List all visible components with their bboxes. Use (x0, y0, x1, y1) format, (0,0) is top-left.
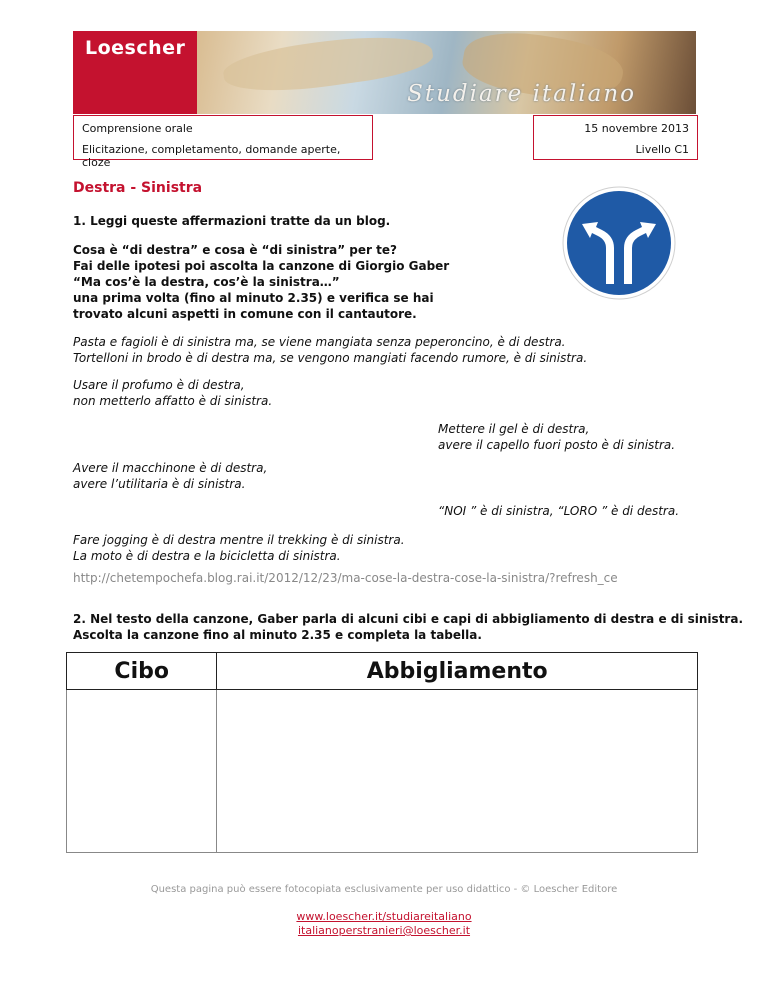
page-title: Destra - Sinistra (73, 180, 203, 196)
cibo-answer-cell[interactable] (67, 690, 217, 853)
quote-line: Avere il macchinone è di destra, (73, 461, 268, 475)
quote-line: Usare il profumo è di destra, (73, 378, 245, 392)
quote-line: Mettere il gel è di destra, (438, 422, 590, 436)
question-2-line: Ascolta la canzone fino al minuto 2.35 e completa la tabella. (73, 628, 482, 642)
source-url: http://chetempochefa.blog.rai.it/2012/12/23/ma-cose-la-destra-cose-la-sinistra/?refresh_ce (73, 571, 618, 585)
activity-type: Comprensione orale (82, 122, 193, 135)
question-1-line: Cosa è “di destra” e cosa è “di sinistra” per te? (73, 243, 397, 257)
abbigliamento-answer-cell[interactable] (217, 690, 698, 853)
answer-table (66, 652, 698, 853)
question-1-line: Fai delle ipotesi poi ascolta la canzone di Giorgio Gaber (73, 259, 450, 273)
quote-line: Pasta e fagioli è di sinistra ma, se viene mangiata senza peperoncino, è di destra. (73, 335, 566, 349)
activity-info-box (73, 115, 373, 169)
column-header-abbigliamento: Abbigliamento (217, 653, 698, 690)
quote-line: Fare jogging è di destra mentre il trekking è di sinistra. (73, 533, 405, 547)
footer-note: Questa pagina può essere fotocopiata esclusivamente per uso didattico - © Loescher Editore (150, 884, 618, 895)
question-1-line: una prima volta (fino al minuto 2.35) e verifica se hai (73, 291, 434, 305)
question-1-heading: 1. Leggi queste affermazioni tratte da un blog. (73, 214, 391, 228)
quote-line: La moto è di destra e la bicicletta di sinistra. (73, 549, 341, 563)
publisher-logo (73, 31, 197, 114)
quote-line: non metterlo affatto è di sinistra. (73, 394, 273, 408)
activity-methods: Elicitazione, completamento, domande aperte, cloze (82, 143, 341, 169)
header-banner (73, 31, 696, 114)
footer-link-website[interactable]: www.loescher.it/studiareitaliano (296, 910, 472, 923)
column-header-cibo: Cibo (67, 653, 217, 690)
logo-text: Loescher (85, 37, 186, 59)
quote-line: “NOI ” è di sinistra, “LORO ” è di destra. (438, 504, 680, 518)
banner-tagline: Studiare italiano (407, 81, 636, 107)
question-2-line: 2. Nel testo della canzone, Gaber parla di alcuni cibi e capi di abbigliamento di destra e di sinistra. (73, 612, 744, 626)
question-1-line: “Ma cos’è la destra, cos’è la sinistra…” (73, 275, 340, 289)
map-decoration (221, 31, 435, 100)
footer-link-email[interactable]: italianoperstranieri@loescher.it (297, 924, 471, 937)
road-sign-left-right-arrows-icon (562, 186, 676, 300)
date-level-box (533, 115, 698, 160)
quote-line: Tortelloni in brodo è di destra ma, se vengono mangiati facendo rumore, è di sinistra. (73, 351, 588, 365)
date: 15 novembre 2013 (584, 122, 689, 135)
quote-line: avere il capello fuori posto è di sinistra. (438, 438, 676, 452)
question-1-line: trovato alcuni aspetti in comune con il cantautore. (73, 307, 417, 321)
level: Livello C1 (635, 143, 689, 156)
quote-line: avere l’utilitaria è di sinistra. (73, 477, 246, 491)
